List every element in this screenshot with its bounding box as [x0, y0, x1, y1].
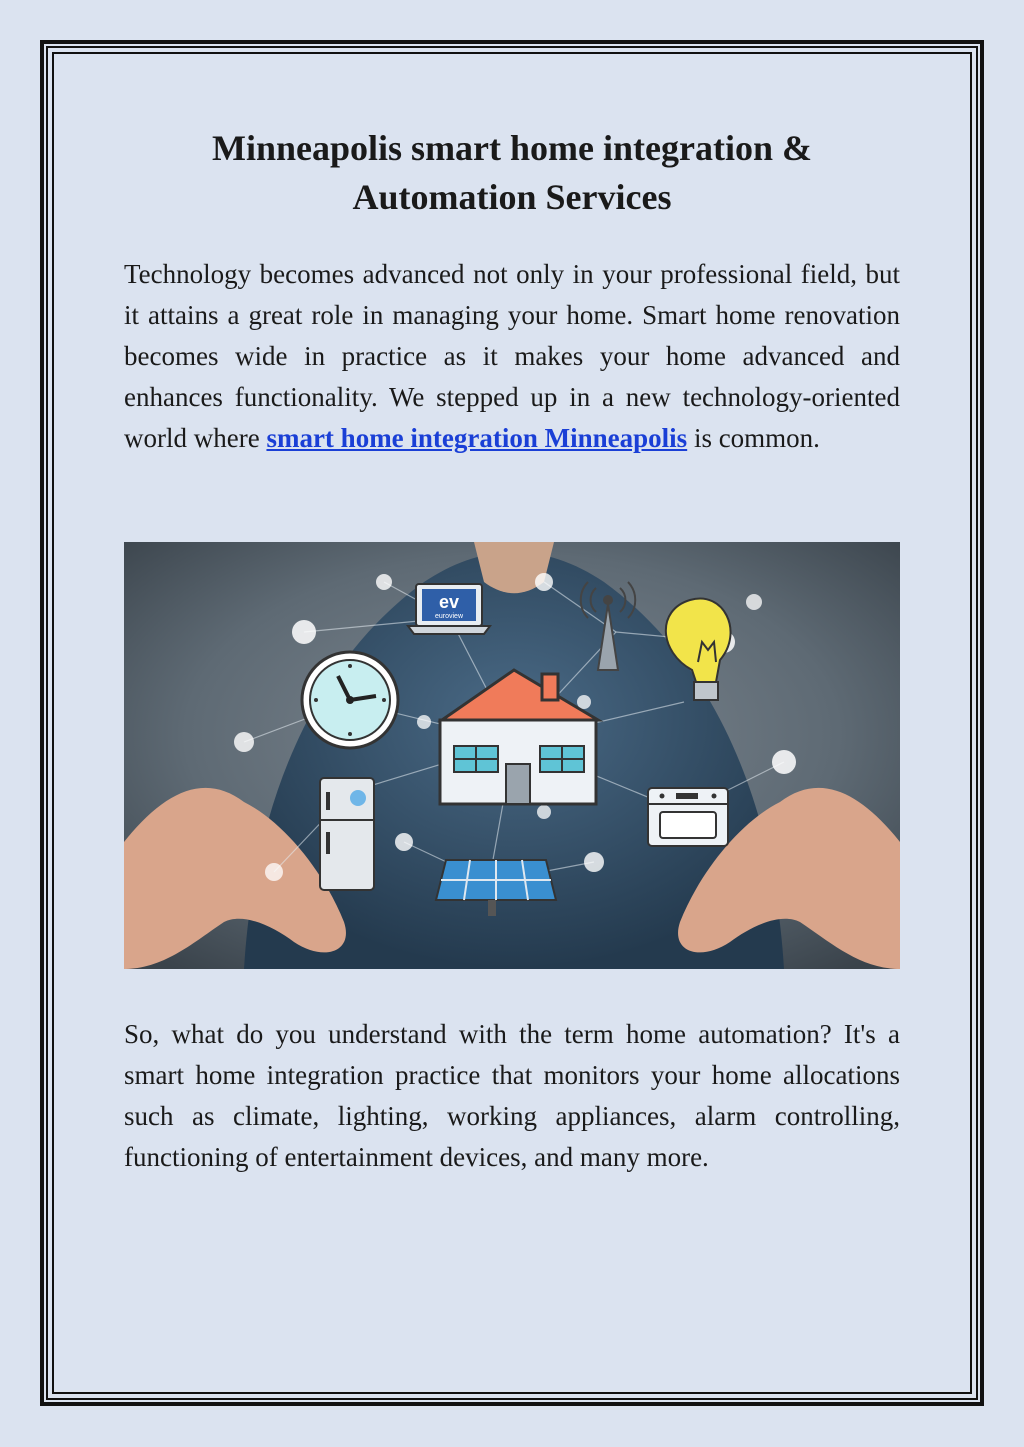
page-title: [124, 124, 900, 222]
intro-text-after: is common.: [687, 423, 820, 453]
clock-icon: [302, 652, 398, 748]
smart-home-illustration: [124, 542, 900, 969]
oven-icon: [648, 788, 728, 846]
home-automation-paragraph: So, what do you understand with the term home automation? It's a smart home integration practice that monitors your home allocations such as climate, lighting, working appliances, alarm controlling, functioning of entertainment devices, and many more.: [124, 1019, 900, 1172]
title-line-2: Automation Services: [352, 177, 672, 217]
intro-text-before: Technology becomes advanced not only in your professional field, but it attains a great role in managing your home. Smart home renovation becomes wide in practice as it makes your home advanced and enhances functionality. We stepped up in a new technology-oriented world where: [124, 259, 900, 453]
logo-subtext: euroview: [434, 613, 464, 620]
title-line-1: Minneapolis smart home integration &: [212, 128, 812, 168]
smart-home-integration-link[interactable]: smart home integration Minneapolis: [266, 423, 688, 453]
laptop-icon: [408, 584, 490, 634]
refrigerator-icon: [320, 778, 374, 890]
logo-text: ev: [438, 592, 460, 612]
intro-paragraph: [124, 254, 900, 459]
